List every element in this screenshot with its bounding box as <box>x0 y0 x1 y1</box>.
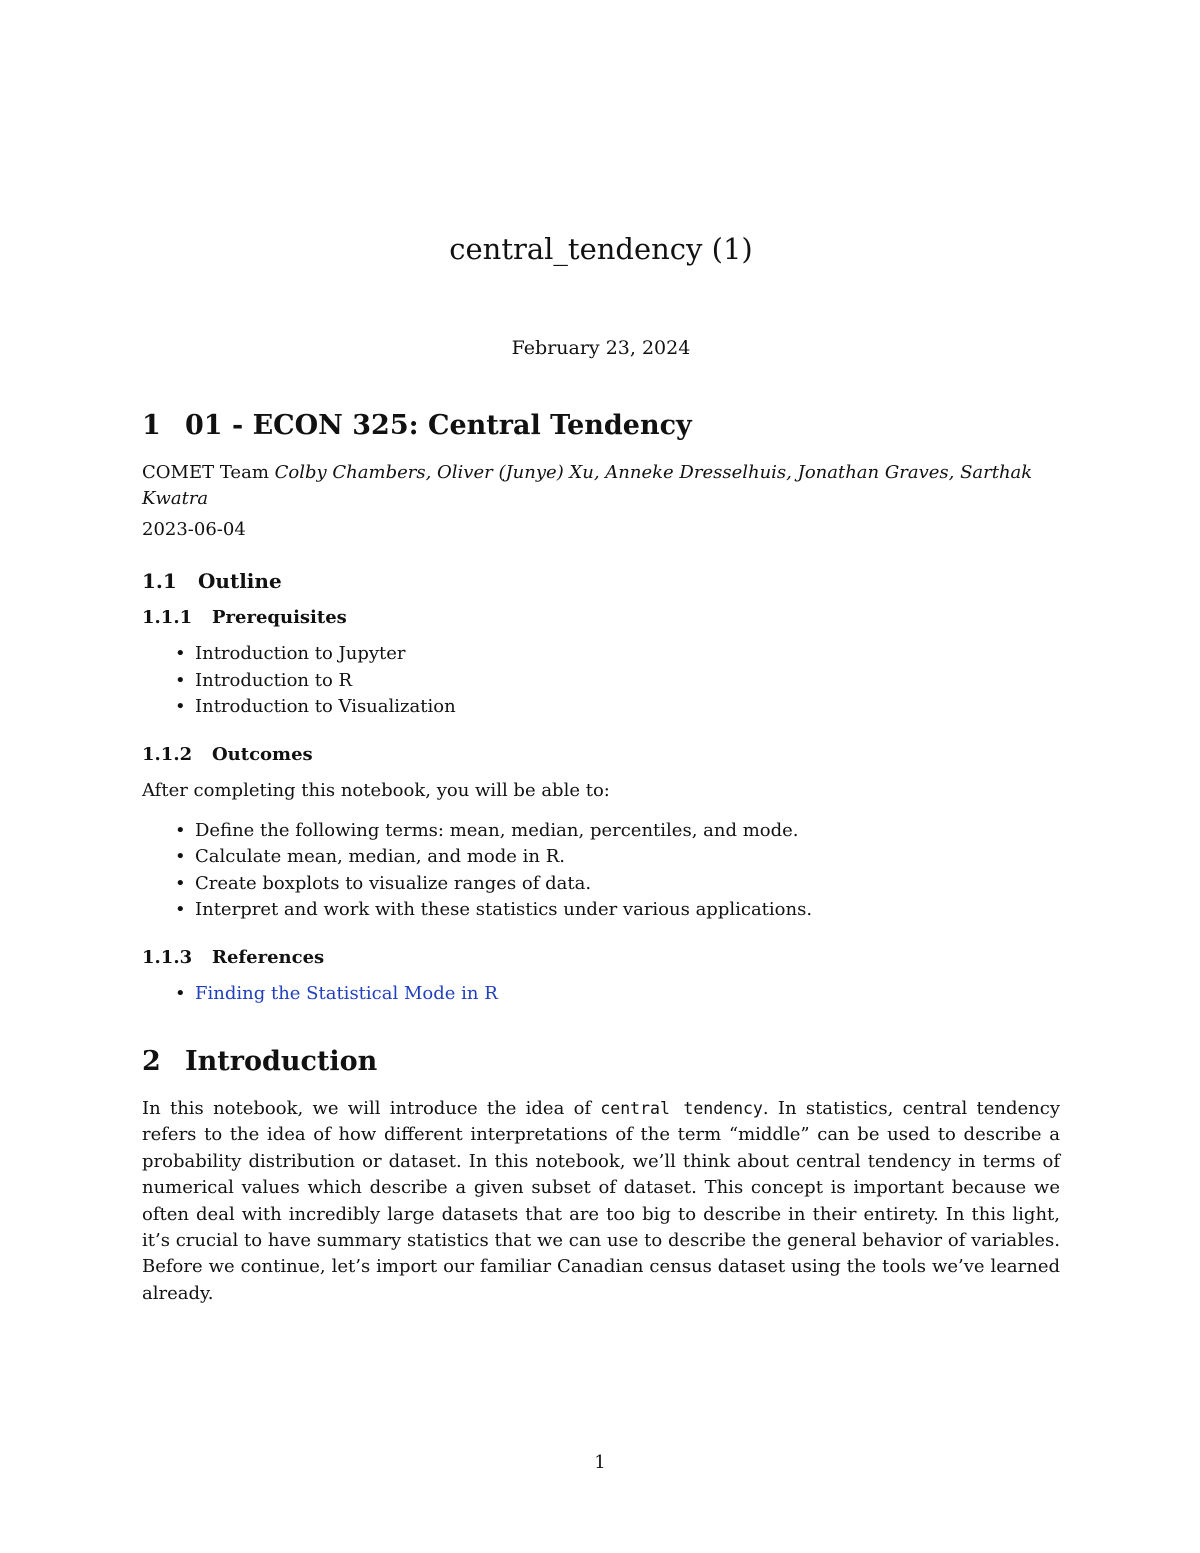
list-item <box>175 981 1060 1007</box>
section-1-heading <box>142 408 1060 444</box>
references-heading <box>142 945 1060 971</box>
page-number: 1 <box>594 1452 606 1473</box>
list-item: • Introduction to Jupyter <box>175 641 1060 667</box>
outcomes-heading <box>142 742 1060 768</box>
prerequisites-list <box>142 641 1060 720</box>
section-2-heading <box>142 1044 1060 1080</box>
subsection-number: 1.1 <box>142 569 177 594</box>
bullet-icon: • <box>175 983 186 1005</box>
notebook-date: 2023-06-04 <box>142 518 246 540</box>
author-line <box>142 460 1060 513</box>
reference-link-statistical-mode[interactable]: Finding the Statistical Mode in R <box>195 983 498 1005</box>
bullet-icon: • <box>175 819 186 841</box>
list-item: • Interpret and work with these statistics under various applications. <box>175 897 1060 923</box>
subsubsection-number: 1.1.1 <box>142 607 193 629</box>
document-date: February 23, 2024 <box>511 337 691 359</box>
references-list <box>142 981 1060 1007</box>
bullet-icon: • <box>175 846 186 868</box>
introduction-paragraph: In this notebook, we will introduce the idea of central tendency. In statistics, central tendency refers to the idea of how different interpretations of the term “middle” can be used to describe a probability distribution or dataset. In this notebook, we’ll think about central tendency in terms of numerical values which describe a given subset of dataset. This concept is important because we often deal with incredibly large datasets that are too big to describe in their entirety. In this light, it’s crucial to have summary statistics that we can use to describe the general behavior of variables. Before we continue, let’s import our familiar Canadian census dataset using the tools we’ve learned already. <box>142 1097 1060 1304</box>
outcomes-list <box>142 818 1060 924</box>
bullet-icon: • <box>175 696 186 718</box>
team-label: COMET Team <box>142 462 269 483</box>
subsubsection-title: Prerequisites <box>212 607 347 629</box>
section-title: Introduction <box>185 1045 378 1077</box>
bullet-icon: • <box>175 899 186 921</box>
subsection-title: Outline <box>198 569 282 594</box>
term-central-tendency: central tendency <box>600 1098 763 1118</box>
list-item: • Create boxplots to visualize ranges of data. <box>175 871 1060 897</box>
subsubsection-number: 1.1.2 <box>142 744 193 766</box>
prerequisites-heading <box>142 605 1060 631</box>
bullet-icon: • <box>175 872 186 894</box>
subsubsection-number: 1.1.3 <box>142 947 193 969</box>
list-item: • Calculate mean, median, and mode in R. <box>175 844 1060 870</box>
subsubsection-title: References <box>212 947 325 969</box>
section-number: 1 <box>142 410 161 441</box>
list-item: • Introduction to Visualization <box>175 694 1060 720</box>
outcomes-intro: After completing this notebook, you will be able to: <box>142 780 610 802</box>
author-list: Colby Chambers, Oliver (Junye) Xu, Anneke Dresselhuis, Jonathan Graves, Sarthak Kwatra <box>142 462 1033 510</box>
outline-heading <box>142 567 1060 595</box>
document-title: central_tendency (1) <box>449 232 753 266</box>
list-item: • Define the following terms: mean, median, percentiles, and mode. <box>175 818 1060 844</box>
section-number: 2 <box>142 1045 161 1077</box>
subsubsection-title: Outcomes <box>212 744 313 766</box>
bullet-icon: • <box>175 643 186 665</box>
bullet-icon: • <box>175 669 186 691</box>
document-body <box>142 408 1060 1307</box>
list-item: • Introduction to R <box>175 668 1060 694</box>
section-title: 01 - ECON 325: Central Tendency <box>185 410 692 441</box>
